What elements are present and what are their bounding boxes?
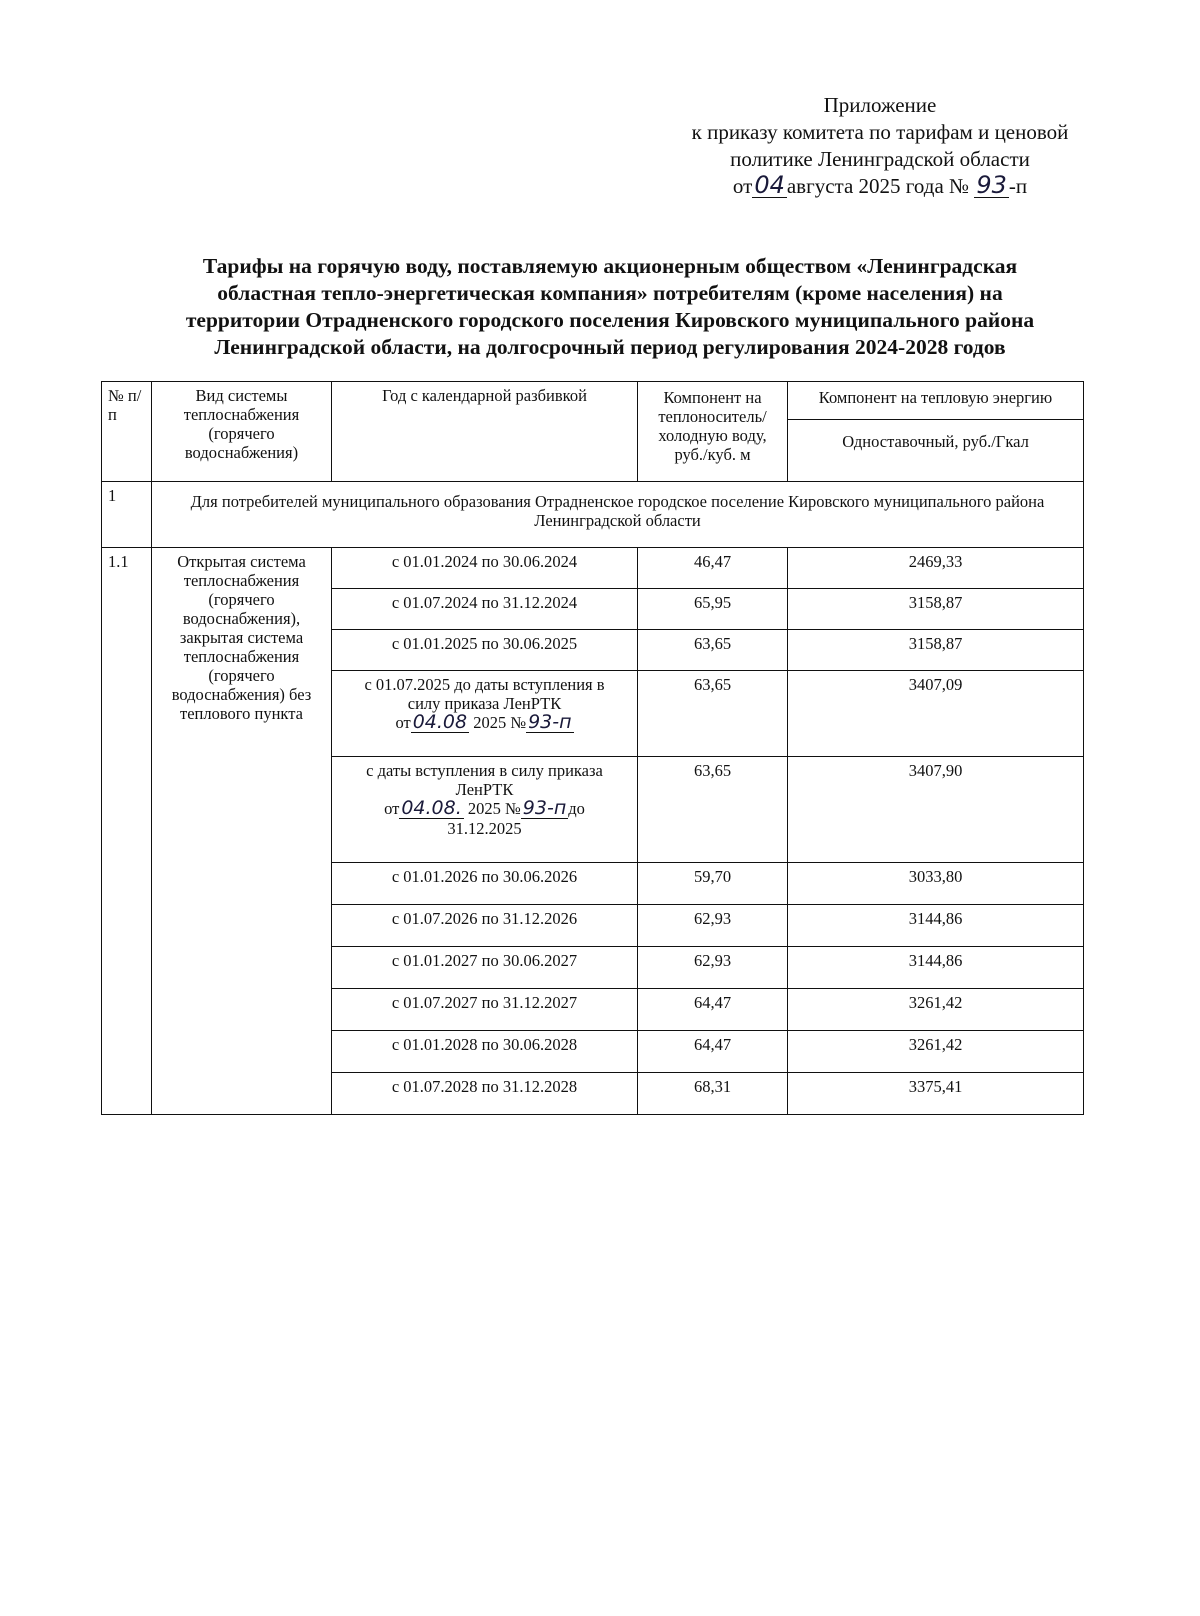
appendix-block [640, 92, 1120, 200]
energy-cell: 3158,87 [788, 630, 1084, 671]
order-prefix: от [395, 713, 411, 732]
handwritten-order-number: 93-п [522, 797, 567, 819]
appendix-line: политике Ленинградской области [730, 147, 1030, 171]
title-line: Тарифы на горячую воду, поставляемую акционерным обществом «Ленинградская [202, 254, 1018, 278]
energy-cell: 3407,90 [788, 757, 1084, 863]
period-cell: с 01.01.2024 по 30.06.2024 [332, 548, 638, 589]
handwritten-day: 04 [754, 171, 785, 199]
header-row [102, 382, 1084, 420]
carrier-cell: 63,65 [638, 630, 788, 671]
tariff-table [101, 381, 1084, 1115]
energy-cell: 3144,86 [788, 947, 1084, 989]
period-cell: с 01.01.2025 по 30.06.2025 [332, 630, 638, 671]
group-system: Открытая система теплоснабжения (горячего водоснабжения), закрытая система теплоснабжения (горячего водоснабжения) без теплового пункта [152, 548, 332, 1115]
carrier-cell: 65,95 [638, 589, 788, 630]
date-mid: августа 2025 года № [786, 174, 970, 198]
order-suffix: до [568, 799, 585, 818]
date-suffix: -п [1008, 174, 1028, 198]
period-line: с даты вступления в силу приказа [366, 761, 603, 780]
carrier-cell: 62,93 [638, 947, 788, 989]
period-line: силу приказа ЛенРТК [407, 694, 562, 713]
energy-cell: 3375,41 [788, 1073, 1084, 1115]
appendix-date-line [640, 173, 1120, 200]
period-cell [332, 757, 638, 863]
period-order-line [338, 713, 631, 733]
period-cell: с 01.07.2026 по 31.12.2026 [332, 905, 638, 947]
order-year: 2025 [473, 713, 507, 732]
period-cell: с 01.01.2027 по 30.06.2027 [332, 947, 638, 989]
carrier-cell: 63,65 [638, 757, 788, 863]
energy-cell: 3033,80 [788, 863, 1084, 905]
period-order-line [338, 799, 631, 819]
header-energy: Компонент на тепловую энергию [788, 382, 1084, 420]
carrier-cell: 59,70 [638, 863, 788, 905]
energy-cell: 2469,33 [788, 548, 1084, 589]
energy-cell: 3144,86 [788, 905, 1084, 947]
handwritten-order-number: 93-п [528, 711, 572, 733]
energy-cell: 3261,42 [788, 1031, 1084, 1073]
header-period: Год с календарной разбивкой [332, 382, 638, 482]
header-energy-sub: Одноставочный, руб./Гкал [788, 420, 1084, 482]
section-label: Для потребителей муниципального образования Отрадненское городское поселение Кировского муниципального района Ленинградской области [152, 482, 1084, 548]
appendix-line: Приложение [823, 93, 937, 117]
carrier-cell: 68,31 [638, 1073, 788, 1115]
document-title [100, 253, 1120, 361]
handwritten-order-date: 04.08. [401, 797, 462, 819]
title-line: областная тепло-энергетическая компания» потребителям (кроме населения) на [217, 281, 1003, 305]
energy-cell: 3158,87 [788, 589, 1084, 630]
title-line: Ленинградской области, на долгосрочный период регулирования 2024-2028 годов [214, 335, 1006, 359]
carrier-cell: 64,47 [638, 989, 788, 1031]
section-num: 1 [102, 482, 152, 548]
carrier-cell: 64,47 [638, 1031, 788, 1073]
section-row [102, 482, 1084, 548]
handwritten-order-number: 93 [976, 171, 1007, 199]
title-line: территории Отрадненского городского поселения Кировского муниципального района [185, 308, 1035, 332]
appendix-line: к приказу комитета по тарифам и ценовой [691, 120, 1069, 144]
carrier-cell: 63,65 [638, 671, 788, 757]
date-prefix: от [732, 174, 753, 198]
period-cell: с 01.07.2024 по 31.12.2024 [332, 589, 638, 630]
header-carrier: Компонент на теплоноситель/ холодную воду, руб./куб. м [638, 382, 788, 482]
order-no-sign: № [505, 799, 521, 818]
period-cell [332, 671, 638, 757]
order-prefix: от [384, 799, 400, 818]
period-cell: с 01.07.2028 по 31.12.2028 [332, 1073, 638, 1115]
table-row [102, 548, 1084, 589]
energy-cell: 3407,09 [788, 671, 1084, 757]
order-no-sign: № [510, 713, 527, 732]
order-year: 2025 [467, 799, 501, 818]
period-line: 31.12.2025 [447, 819, 522, 838]
period-cell: с 01.01.2028 по 30.06.2028 [332, 1031, 638, 1073]
period-cell: с 01.07.2027 по 31.12.2027 [332, 989, 638, 1031]
header-num: № п/п [102, 382, 152, 482]
period-line: ЛенРТК [455, 780, 514, 799]
handwritten-order-date: 04.08 [412, 711, 468, 733]
header-system: Вид системы теплоснабжения (горячего водоснабжения) [152, 382, 332, 482]
group-num: 1.1 [102, 548, 152, 1115]
energy-cell: 3261,42 [788, 989, 1084, 1031]
period-line: с 01.07.2025 до даты вступления в [364, 675, 605, 694]
carrier-cell: 46,47 [638, 548, 788, 589]
period-cell: с 01.01.2026 по 30.06.2026 [332, 863, 638, 905]
carrier-cell: 62,93 [638, 905, 788, 947]
